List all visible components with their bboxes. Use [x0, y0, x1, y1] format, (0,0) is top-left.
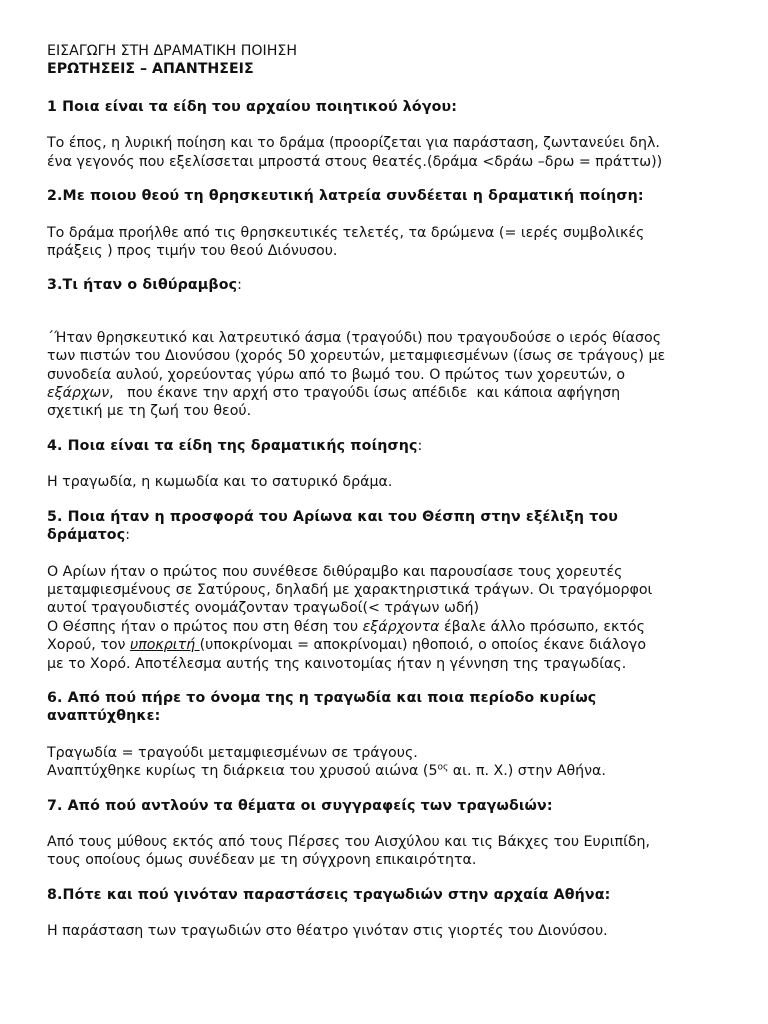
document-body: [47, 42, 747, 941]
answer-line: Το δράμα προήλθε από τις θρησκευτικές τελετές, τα δρώμενα (= ιερές συμβολικές: [47, 224, 645, 241]
answer-line: τους οποίους όμως συνέδεαν με τη σύγχρονη επικαιρότητα.: [47, 852, 477, 869]
answer-line: Ο Αρίων ήταν ο πρώτος που συνέθεσε διθύραμβο και παρουσίασε τους χορευτές: [47, 563, 623, 580]
answer-4: [47, 473, 747, 491]
answer-3: [47, 329, 747, 421]
answer-text: , που έκανε την αρχή στο τραγούδι ίσως απέδιδε και κάποια αφήγηση: [109, 385, 621, 402]
question-3: [47, 276, 747, 294]
answer-1: [47, 134, 747, 171]
answer-line: Τραγωδία = τραγούδι μεταμφιεσμένων σε τράγους.: [47, 744, 418, 761]
document-subtitle: ΕΡΩΤΗΣΕΙΣ – ΑΠΑΝΤΗΣΕΙΣ: [47, 61, 254, 77]
answer-8: [47, 922, 747, 940]
question-line: 6. Από πού πήρε το όνομα της η τραγωδία και ποια περίοδο κυρίως: [47, 689, 597, 706]
answer-line: [47, 762, 747, 780]
answer-line: αυτοί τραγουδιστές ονομάζονταν τραγωδοί(< τράγων ωδή): [47, 600, 480, 617]
answer-text: Ο Θέσπης ήταν ο πρώτος που στη θέση του: [47, 618, 363, 635]
answer-line: συνοδεία αυλού, χορεύοντας γύρω από το βωμό του. Ο πρώτος των χορευτών, ο: [47, 366, 626, 383]
answer-line: ΄Ήταν θρησκευτικό και λατρευτικό άσμα (τραγούδι) που τραγουδούσε ο ιερός θίασος: [47, 329, 662, 346]
question-colon: :: [125, 527, 131, 544]
superscript: ος: [437, 762, 449, 773]
answer-line: των πιστών του Διονύσου (χορός 50 χορευτών, μεταμφιεσμένων (ίσως σε τράγους) με: [47, 348, 666, 365]
answer-text: αι. π. Χ.) στην Αθήνα.: [448, 763, 606, 780]
answer-line: Από τους μύθους εκτός από τους Πέρσες του Αισχύλου και τις Βάκχες του Ευριπίδη,: [47, 833, 651, 850]
answer-line: Η παράσταση των τραγωδιών στο θέατρο γινόταν στις γιορτές του Διονύσου.: [47, 923, 608, 940]
question-colon: :: [417, 437, 423, 454]
italic-term: εξάρχων: [47, 385, 110, 402]
underlined-term: υποκριτή: [129, 637, 200, 654]
question-text: δράματος: [47, 527, 126, 544]
answer-line: ένα γεγονός που εξελίσσεται μπροστά στους θεατές.(δράμα <δράω –δρω = πράττω)): [47, 153, 663, 170]
document-title: ΕΙΣΑΓΩΓΗ ΣΤΗ ΔΡΑΜΑΤΙΚΗ ΠΟΙΗΣΗ: [47, 43, 298, 59]
answer-line: πράξεις ) προς τιμήν του θεού Διόνυσου.: [47, 243, 338, 260]
answer-text: (υποκρίνομαι = αποκρίνομαι) ηθοποιό, ο οποίος έκανε διάλογο: [199, 637, 646, 654]
question-6: [47, 689, 747, 726]
question-4: [47, 437, 747, 455]
answer-line: [47, 636, 747, 654]
italic-term: εξάρχοντα: [362, 618, 440, 635]
question-line: 5. Ποια ήταν η προσφορά του Αρίωνα και του Θέσπη στην εξέλιξη του: [47, 508, 619, 525]
question-5: [47, 508, 747, 545]
answer-2: [47, 224, 747, 261]
question-8: 8.Πότε και πού γινόταν παραστάσεις τραγωδιών στην αρχαία Αθήνα:: [47, 886, 611, 903]
question-2: 2.Με ποιου θεού τη θρησκευτική λατρεία συνδέεται η δραματική ποίηση:: [47, 188, 644, 205]
answer-line: μεταμφιεσμένους σε Σατύρους, δηλαδή με χαρακτηριστικά τράγων. Οι τραγόμορφοι: [47, 581, 653, 598]
question-text: 4. Ποια είναι τα είδη της δραματικής ποίησης: [47, 437, 418, 454]
answer-line: [47, 384, 747, 402]
answer-7: [47, 833, 747, 870]
question-1: 1 Ποια είναι τα είδη του αρχαίου ποιητικού λόγου:: [47, 99, 458, 115]
question-line: αναπτύχθηκε:: [47, 708, 161, 725]
answer-line: σχετική με τη ζωή του θεού.: [47, 403, 252, 420]
question-line: [47, 526, 747, 544]
answer-5: [47, 563, 747, 673]
answer-line: με το Χορό. Αποτέλεσμα αυτής της καινοτομίας ήταν η γέννηση της τραγωδίας.: [47, 655, 627, 672]
question-7: 7. Από πού αντλούν τα θέματα οι συγγραφείς των τραγωδιών:: [47, 797, 553, 814]
answer-line: [47, 618, 747, 636]
answer-text: Αναπτύχθηκε κυρίως τη διάρκεια του χρυσού αιώνα (5: [47, 763, 438, 780]
question-text: 3.Τι ήταν ο διθύραμβος: [47, 277, 238, 294]
answer-line: Η τραγωδία, η κωμωδία και το σατυρικό δράμα.: [47, 474, 393, 491]
answer-6: [47, 744, 747, 781]
answer-text: έβαλε άλλο πρόσωπο, εκτός: [439, 618, 645, 635]
answer-line: Το έπος, η λυρική ποίηση και το δράμα (προορίζεται για παράσταση, ζωντανεύει δηλ.: [47, 135, 660, 152]
question-colon: :: [237, 277, 243, 294]
answer-text: Χορού, τον: [47, 637, 130, 654]
